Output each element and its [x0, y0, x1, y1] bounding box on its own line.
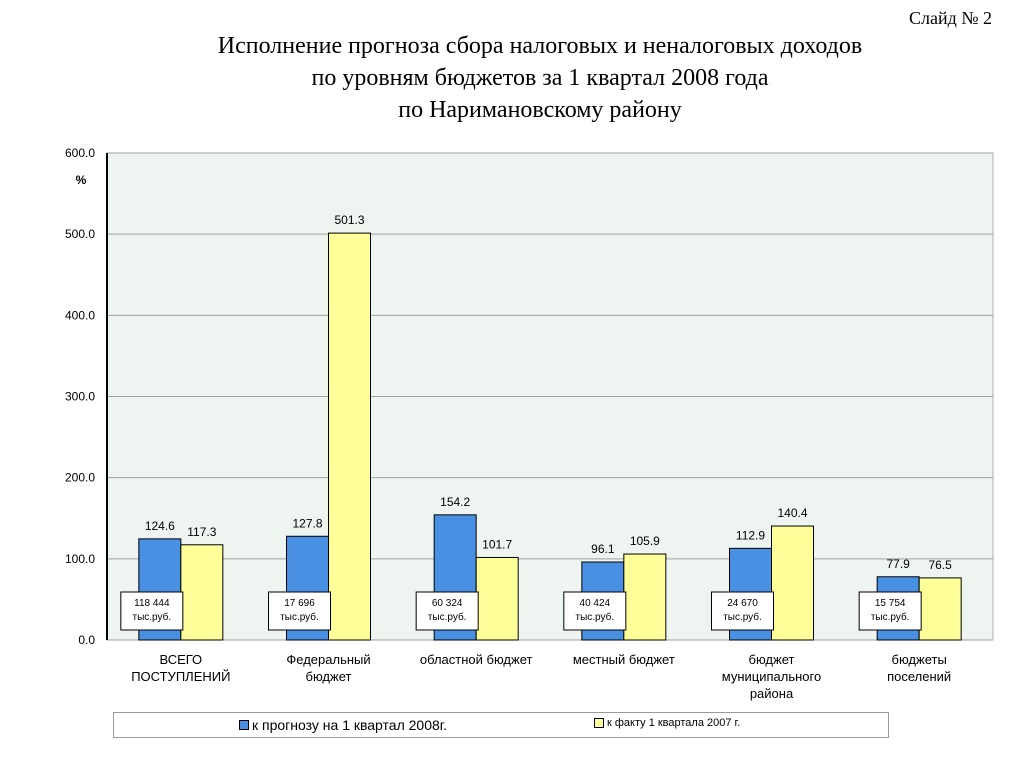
- amount-value: 40 424: [579, 598, 611, 609]
- y-tick-label: 600.0: [64, 146, 95, 160]
- data-label: 76.5: [928, 557, 952, 572]
- bar-fact: [624, 554, 666, 640]
- x-category-label: местный бюджет: [572, 652, 675, 667]
- legend-item-fact: [594, 717, 740, 729]
- title-line-2: по уровням бюджетов за 1 квартал 2008 года: [311, 65, 769, 91]
- amount-unit: тыс.руб.: [723, 612, 762, 623]
- amount-value: 24 670: [727, 598, 758, 609]
- x-category-label: ПОСТУПЛЕНИЙ: [131, 669, 231, 684]
- amount-unit: тыс.руб.: [280, 612, 319, 623]
- bar-fact: [772, 526, 814, 640]
- amount-unit: тыс.руб.: [575, 612, 615, 623]
- y-tick-label: 300.0: [64, 389, 95, 404]
- legend-label-forecast: к прогнозу на 1 квартал 2008г.: [252, 717, 448, 733]
- data-label: 112.9: [735, 528, 766, 543]
- x-category-label: бюджет: [305, 669, 352, 684]
- bar-fact: [181, 545, 223, 640]
- bar-fact: [919, 578, 961, 640]
- legend-swatch-forecast: [239, 720, 249, 730]
- x-category-label: бюджет: [748, 652, 795, 667]
- legend-swatch-fact: [594, 718, 604, 728]
- y-tick-label: 500.0: [64, 227, 95, 242]
- x-category-label: района: [749, 686, 794, 701]
- data-label: 101.7: [482, 537, 513, 552]
- data-label: 117.3: [187, 524, 217, 539]
- data-label: 154.2: [440, 494, 471, 509]
- legend-item-forecast: [239, 717, 447, 733]
- x-category-label: Федеральный: [286, 652, 371, 667]
- x-category-label: бюджеты: [891, 652, 947, 667]
- x-category-label: муниципального: [721, 669, 822, 684]
- slide-number: Слайд № 2: [909, 8, 992, 28]
- title-line-1: Исполнение прогноза сбора налоговых и неналоговых доходов: [217, 33, 863, 59]
- title-line-3: по Наримановскому району: [398, 97, 682, 123]
- amount-unit: тыс.руб.: [870, 612, 910, 623]
- amount-unit: тыс.руб.: [132, 612, 172, 623]
- legend-label-fact: к факту 1 квартала 2007 г.: [607, 717, 741, 729]
- data-label: 105.9: [629, 534, 660, 549]
- data-label: 140.4: [777, 506, 808, 521]
- y-tick-label: 200.0: [64, 470, 95, 485]
- data-label: 124.6: [144, 518, 175, 533]
- amount-value: 17 696: [284, 598, 315, 609]
- data-label: 96.1: [591, 541, 615, 556]
- chart-legend: [113, 712, 889, 738]
- amount-value: 15 754: [874, 598, 906, 609]
- data-label: 501.3: [334, 213, 365, 228]
- data-label: 77.9: [886, 556, 910, 571]
- y-axis-unit: %: [75, 173, 87, 187]
- amount-value: 118 444: [134, 598, 170, 609]
- y-tick-label: 400.0: [64, 308, 95, 323]
- x-category-label: поселений: [887, 669, 952, 684]
- amount-value: 60 324: [431, 598, 463, 609]
- x-category-label: областной бюджет: [419, 652, 533, 667]
- x-category-label: ВСЕГО: [159, 652, 203, 667]
- y-tick-label: 100.0: [64, 551, 95, 566]
- bar-fact: [476, 557, 518, 640]
- bar-fact: [329, 233, 371, 640]
- y-tick-label: 0.0: [78, 633, 95, 647]
- amount-unit: тыс.руб.: [427, 612, 467, 623]
- data-label: 127.8: [292, 516, 323, 531]
